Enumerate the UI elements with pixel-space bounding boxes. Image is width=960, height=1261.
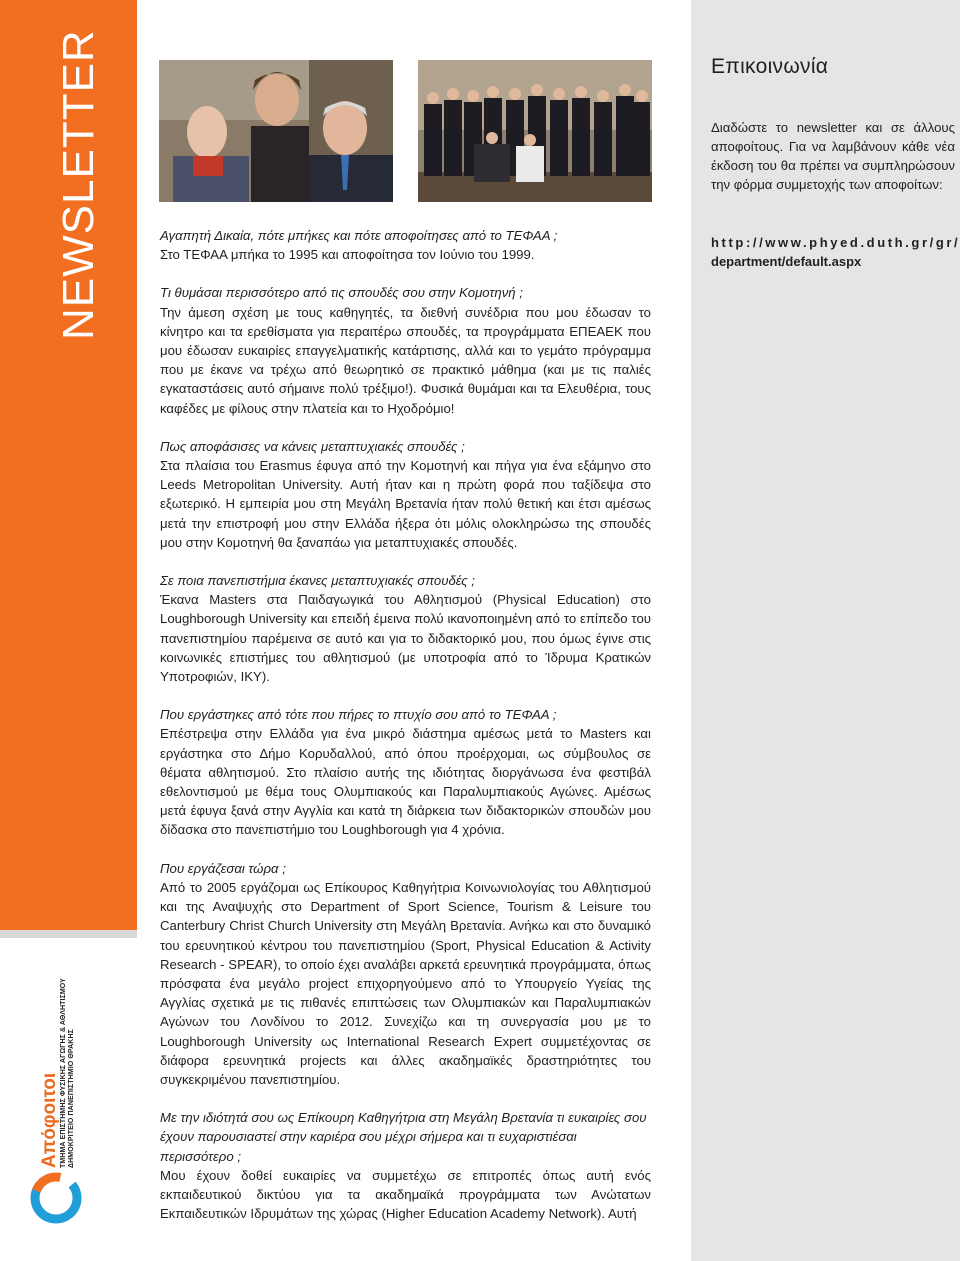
- question: Που εργάστηκες από τότε που πήρες το πτυχίο σου από το ΤΕΦΑΑ ;: [160, 707, 557, 723]
- logo-university: ΔΗΜΟΚΡΙΤΕΙΟ ΠΑΝΕΠΙΣΤΗΜΙΟ ΘΡΑΚΗΣ: [68, 1029, 75, 1168]
- contact-link-line-2[interactable]: department/default.aspx: [711, 254, 862, 269]
- answer: [160, 1166, 651, 1224]
- qa-block-5: [160, 705, 651, 839]
- question: Πως αποφάσισες να κάνεις μεταπτυχιακές σπουδές ;: [160, 438, 465, 454]
- answer: [160, 724, 651, 839]
- answer: [160, 303, 651, 418]
- answer: [160, 878, 651, 1089]
- question: Αγαπητή Δικαία, πότε μπήκες και πότε αποφοίτησες από το ΤΕΦΑΑ ;: [160, 228, 558, 243]
- contact-link[interactable]: [711, 233, 960, 271]
- qa-block-2: [160, 283, 651, 417]
- question: Σε ποια πανεπιστήμια έκανες μεταπτυχιακές σπουδές ;: [160, 573, 475, 589]
- contact-text: Διαδώστε το newsletter και σε άλλους αποφοίτους. Για να λαμβάνουν κάθε νέα έκδοση του θα πρέπει να συμπληρώσουν την φόρμα συμμετοχής των αποφοίτων:: [711, 120, 955, 192]
- qa-block-6: [160, 859, 651, 1089]
- answer: [160, 590, 651, 686]
- answer-paragraph: Μου έχουν δοθεί ευκαιρίες να συμμετέχω σε επιτροπές όπως αυτή ενός εκπαιδευτικού δικτύου για τα ακαδημαϊκά προγράμματα των Ανώτατων Εκπαιδευτικών Ιδρυμάτων της χώρας (Higher Education Academy Network). Αυτή: [160, 1167, 651, 1222]
- divider: [0, 930, 137, 938]
- answer: [160, 456, 651, 552]
- logo-department: ΤΜΗΜΑ ΕΠΙΣΤΗΜΗΣ ΦΥΣΙΚΗΣ ΑΓΩΓΗΣ & ΑΘΛΗΤΙΣΜΟΥ: [60, 978, 67, 1168]
- answer-paragraph: Την άμεση σχέση με τους καθηγητές, τα διεθνή συνέδρια που μου έδωσαν το κίνητρο και τα ερεθίσματα για περαιτέρω σπουδές, τα προγράμματα ΕΠΕΑΕΚ που μου έδωσαν ευκαιρίες επαγγελματικής κατάρτισης, αλλά και το γεμάτο πρόγραμμα που με έκανε να τρέχω από θεωρητικό σε πρακτικό μάθημα (και με τις παλιές εγκαταστάσεις αυτό σήμαινε πολύ τρέξιμο!). Φυσικά θυμάμαι και τα Ελευθέρια, τους καφέδες με φίλους στην πλατεία και το Ηχοδρόμιο!: [160, 304, 651, 416]
- answer-paragraph: Στα πλαίσια του Erasmus έφυγα από την Κομοτηνή και πήγα για ένα εξάμηνο στο Leeds Metropolitan University. Αυτή ήταν και η πρώτη φορά που ταξίδεψα στο εξωτερικό. Η εμπειρία μου στη Μεγάλη Βρετανία ήταν πολύ θετική και έτσι αμέσως μετά την επιστροφή μου στην Ελλάδα ήξερα ότι μόλις ολοκληρώσω της σπουδές μου στην Κομοτηνή θα ξαναπάω για μεταπτυχιακές σπουδές.: [160, 458, 651, 550]
- qa-block-7: [160, 1108, 651, 1223]
- question: Τι θυμάσαι περισσότερο από τις σπουδές σου στην Κομοτηνή ;: [160, 285, 523, 301]
- answer-paragraph: Από το 2005 εργάζομαι ως Επίκουρος Καθηγήτρια Κοινωνιολογίας του Αθλητισμού και της Αναψυχής στο Department of Sport Science, Tourism & Leisure του Canterbury Christ Church University στη Μεγάλη Βρετανία. Ανήκω και στο δυναμικό του ερευνητικού κέντρου του πανεπιστημίου (Sport, Physical Education & Activity Research - SPEAR), το οποίο έχει αναλάβει αρκετά ερευνητικά προγράμματα, όπως πρόσφατα ένα μεγάλο project επιχορηγούμενο από το Υπουργείο Υγείας της Αγγλίας σχετικά με τις πιθανές επιπτώσεις των Ολυμπιακών και Παραλυμπιακών Αγώνων του Λονδίνου το 2012. Συνεχίζω και τη συνεργασία μου με το Loughborough University ως International Research Expert συμμετέχοντας σε διάφορα ερευνητικά projects και άλλες ακαδημαϊκές δραστηριότητες του συγκεκριμένου πανεπιστημίου.: [160, 879, 651, 1087]
- answer-paragraph: Επέστρεψα στην Ελλάδα για ένα μικρό διάστημα αμέσως μετά το Masters και εργάστηκα στο Δήμο Κορυδαλλού, από όπου προέρχομαι, ως σύμβουλος σε θέματα αθλητισμού. Στο πλαίσιο αυτής της ιδιότητας διοργάνωσα ένα φεστιβάλ εθελοντισμού με θέμα τους Ολυμπιακούς και Παραλυμπιακούς Αγώνες. Αμέσως μετά έφυγα ξανά στην Αγγλία και κατά τη διάρκεια των διδακτορικών σπουδών μου δίδασκα στο πανεπιστήμιο του Loughborough για 4 χρόνια.: [160, 726, 651, 838]
- newsletter-title: NEWSLETTER: [54, 29, 103, 340]
- alumni-logo-icon: [30, 1170, 82, 1226]
- answer-paragraph: Έκανα Masters στα Παιδαγωγικά του Αθλητισμού (Physical Education) στο Loughborough University και επειδή έμεινα πολύ ικανοποιημένη από το επίπεδο του πανεπιστημίου παρέμεινα σε αυτό και για το διδακτορικό μου, που όμως έγινε στις κοινωνικές επιστήμες του αθλητισμού (με υποτροφία από το Ίδρυμα Κρατικών Υποτροφιών, ΙΚΥ).: [160, 592, 651, 685]
- question: Με την ιδιότητά σου ως Επίκουρη Καθηγήτρια στη Μεγάλη Βρετανία τι ευκαιρίες σου έχουν παρουσιαστεί στην καριέρα σου μέχρι σήμερα και τι ευχαριστιέσαι περισσότερο ;: [160, 1110, 647, 1164]
- photo-interview: [159, 60, 393, 202]
- logo-title: Απόφοιτοι: [39, 1072, 60, 1168]
- qa-block-3: [160, 437, 651, 552]
- interview-article: [160, 226, 651, 1242]
- answer: [160, 245, 651, 264]
- contact-link-line-1[interactable]: http://www.phyed.duth.gr/gr/: [711, 235, 960, 250]
- contact-sidebar: [691, 0, 960, 1261]
- newsletter-banner: [0, 0, 137, 930]
- contact-title: Επικοινωνία: [711, 55, 829, 78]
- photo-group: [418, 60, 652, 202]
- alumni-logo-text: [40, 978, 76, 1168]
- answer-paragraph: Στο ΤΕΦΑΑ μπήκα το 1995 και αποφοίτησα τον Ιούνιο του 1999.: [160, 247, 535, 263]
- qa-block-4: [160, 571, 651, 686]
- question: Που εργάζεσαι τώρα ;: [160, 860, 286, 876]
- qa-block-1: [160, 226, 651, 264]
